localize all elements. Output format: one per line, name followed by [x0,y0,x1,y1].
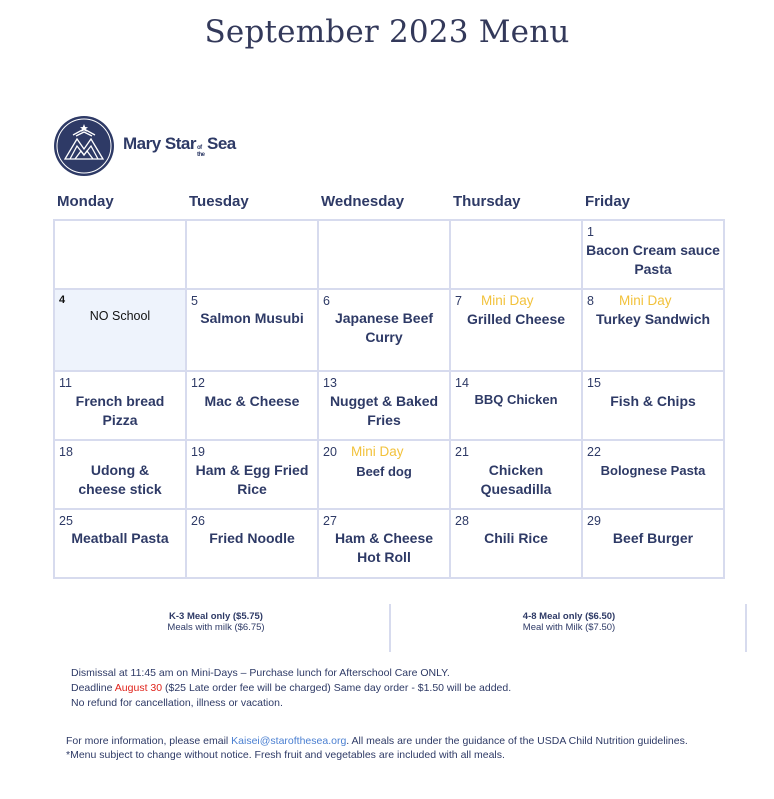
meal-name: French bread Pizza [75,393,165,428]
weekday-wednesday: Wednesday [321,193,405,210]
meal-name: Japanese Beef Curry [334,310,434,345]
school-logo [53,115,236,177]
weekday-friday: Friday [585,193,631,210]
page-title: September 2023 Menu [204,14,570,50]
calendar-week-row [54,289,724,371]
day-number: 13 [323,376,337,390]
calendar-cell-empty [54,220,186,289]
logo-name-small: of the [196,144,205,158]
meal-name: Turkey Sandwich [595,311,711,327]
calendar-cell [450,509,582,578]
meal-name: Salmon Musubi [200,310,304,326]
weekday-tuesday: Tuesday [189,193,249,210]
calendar-cell [54,440,186,509]
mini-day-label: Mini Day [619,293,672,308]
no-school-note: NO School [89,309,151,323]
meal-name: Grilled Cheese [466,311,566,327]
logo-name-part1: Mary Star [123,133,196,153]
day-number: 21 [455,445,469,459]
note-dismissal: Dismissal at 11:45 am on Mini-Days – Purchase lunch for Afterschool Care ONLY. [71,667,450,679]
weekday-thursday: Thursday [453,193,521,210]
logo-wordmark [123,134,236,159]
footer-prefix: For more information, please email [66,735,232,747]
calendar-cell [582,289,724,371]
day-number: 20 [323,445,337,459]
meal-name: Bolognese Pasta [600,463,706,478]
calendar-cell [450,440,582,509]
calendar-cell [54,509,186,578]
calendar-cell [186,371,318,440]
price-k3-sub: Meals with milk ($6.75) [167,622,265,633]
meal-name: Chicken Quesadilla [480,462,552,497]
menu-calendar [53,219,725,579]
day-number: 14 [455,376,469,390]
day-number: 8 [587,294,594,308]
calendar-cell [186,289,318,371]
mini-day-label: Mini Day [481,293,534,308]
calendar-cell [186,509,318,578]
calendar-cell [54,289,186,371]
day-number: 27 [323,514,337,528]
mini-day-label: Mini Day [351,444,404,459]
day-number: 22 [587,445,601,459]
deadline-prefix: Deadline [71,682,115,694]
price-4-8 [399,604,739,652]
day-number: 26 [191,514,205,528]
day-number: 6 [323,294,330,308]
meal-name: Meatball Pasta [71,530,169,546]
deadline-suffix: ($25 Late order fee will be charged) Same day order - $1.50 will be added. [162,682,512,694]
day-number: 25 [59,514,73,528]
meal-name: Mac & Cheese [204,393,300,409]
day-number: 12 [191,376,205,390]
day-number: 18 [59,445,73,459]
mountain-star-emblem-icon [53,115,115,177]
price-4-8-sub: Meal with Milk ($7.50) [522,622,616,633]
price-4-8-heading: 4-8 Meal only ($6.50) [522,611,616,622]
calendar-cell [186,440,318,509]
calendar-cell [582,440,724,509]
deadline-date: August 30 [114,682,163,694]
day-number: 15 [587,376,601,390]
meal-name: Fish & Chips [610,393,696,409]
meal-name: Ham & Cheese Hot Roll [334,530,434,565]
note-deadline [71,681,511,696]
calendar-cell [318,289,450,371]
price-k3-heading: K-3 Meal only ($5.75) [169,611,263,622]
calendar-cell [582,220,724,289]
calendar-cell [582,509,724,578]
day-number: 5 [191,294,198,308]
meal-name: Ham & Egg Fried Rice [195,462,309,497]
meal-name: Beef Burger [612,530,694,546]
meal-name: Nugget & Baked Fries [329,393,439,428]
meal-prices [53,604,753,652]
meal-name: Udong & cheese stick [78,462,162,497]
calendar-cell [450,371,582,440]
weekday-header [53,193,723,213]
price-k3 [53,604,379,652]
day-number: 19 [191,445,205,459]
calendar-cell [450,289,582,371]
meal-name: Fried Noodle [209,530,295,546]
weekday-monday: Monday [57,193,114,210]
meal-name: Bacon Cream sauce Pasta [586,242,720,277]
meal-name: Chili Rice [484,530,548,546]
calendar-cell-empty [186,220,318,289]
logo-name-part2: Sea [206,133,236,153]
price-divider [745,604,747,652]
ordering-notes [71,666,511,711]
calendar-week-row [54,509,724,578]
day-number: 7 [455,294,462,308]
note-refund: No refund for cancellation, illness or vacation. [71,697,283,709]
contact-email-link[interactable]: Kaisei@starofthesea.org [231,735,347,747]
calendar-cell [318,371,450,440]
day-number: 29 [587,514,601,528]
calendar-cell-empty [450,220,582,289]
price-divider [389,604,391,652]
calendar-week-row [54,220,724,289]
day-number: 11 [59,376,72,390]
footer-suffix: . All meals are under the guidance of the USDA Child Nutrition guidelines. *Menu subject to change without notice. Fresh fruit and vegetables are included with all meals. [66,735,688,761]
calendar-week-row [54,371,724,440]
day-number: 1 [587,225,594,239]
calendar-week-row [54,440,724,509]
meal-name: Beef dog [356,464,412,479]
day-number: 4 [59,294,66,306]
footer-info [66,734,706,762]
calendar-cell-empty [318,220,450,289]
day-number: 28 [455,514,469,528]
meal-name: BBQ Chicken [474,392,558,407]
calendar-cell [54,371,186,440]
calendar-cell [318,440,450,509]
calendar-cell [318,509,450,578]
calendar-cell [582,371,724,440]
